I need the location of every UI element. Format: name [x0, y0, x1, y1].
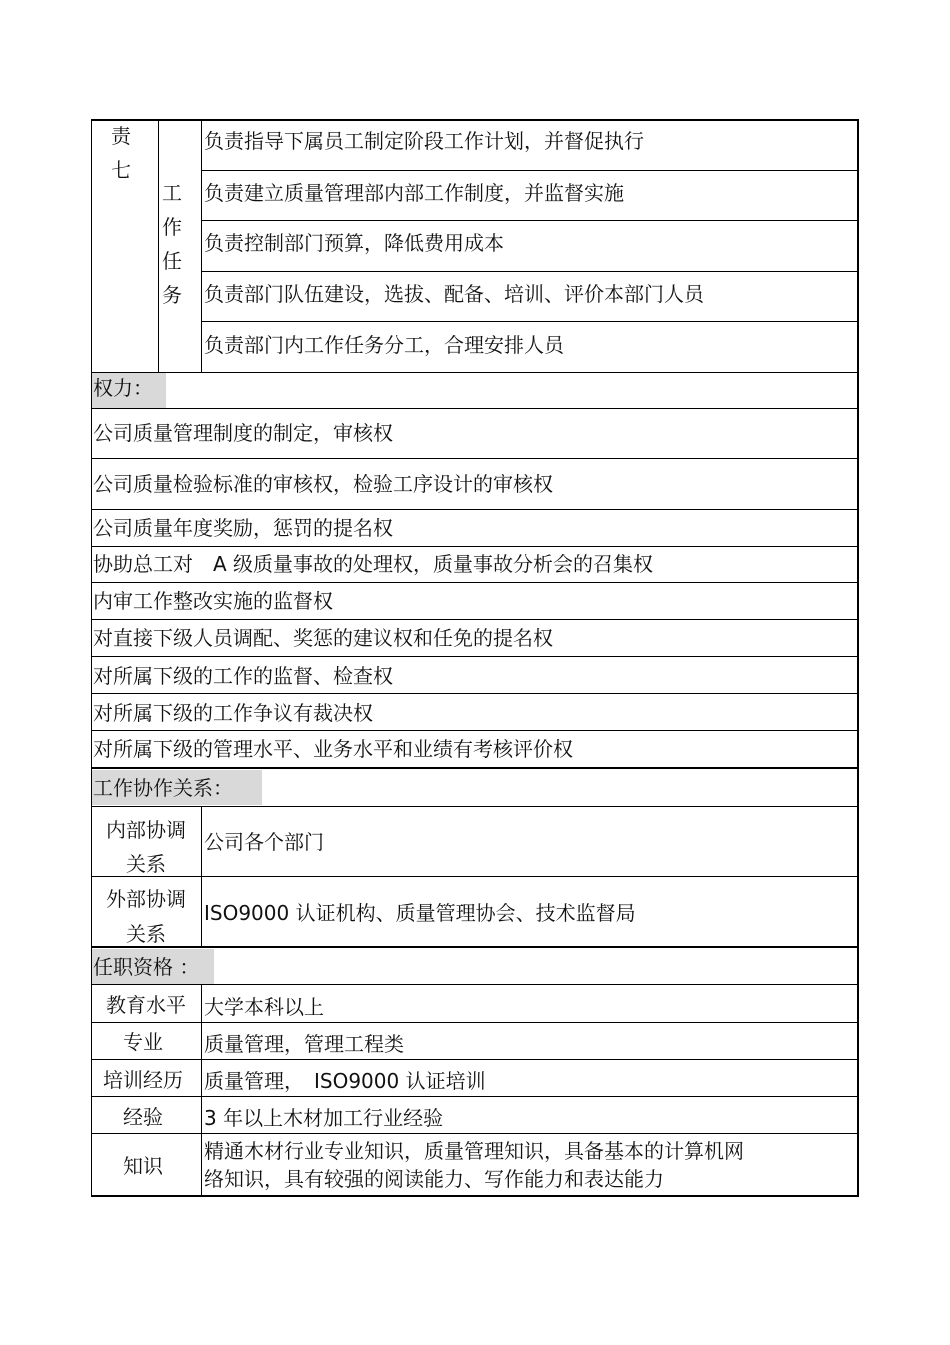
qualification-row-line — [91, 984, 858, 985]
section-line — [91, 372, 858, 373]
qualification-value: 质量管理，管理工程类 — [204, 1032, 404, 1056]
task-label-char: 作 — [162, 215, 182, 239]
authority-item: 公司质量年度奖励，惩罚的提名权 — [93, 516, 393, 540]
job-description-table — [91, 119, 859, 1197]
authority-item: 协助总工对 A 级质量事故的处理权，质量事故分析会的召集权 — [93, 552, 654, 576]
authority-row-line — [91, 546, 858, 547]
external-coordination-value: ISO9000 认证机构、质量管理协会、技术监督局 — [204, 901, 636, 925]
qualification-row-line — [91, 1133, 858, 1134]
label-line: 关系 — [126, 852, 166, 876]
table-right-border — [857, 119, 859, 1197]
label-line: 外部协调 — [106, 887, 186, 911]
task-item: 负责建立质量管理部内部工作制度，并监督实施 — [204, 181, 624, 205]
authority-heading: 权力： — [93, 376, 153, 400]
section-line — [91, 946, 858, 948]
authority-row-line — [91, 656, 858, 657]
authority-row-line — [91, 693, 858, 694]
external-coordination-label — [91, 882, 201, 952]
qualification-label: 经验 — [123, 1105, 163, 1129]
cooperation-col-divider — [201, 806, 202, 946]
value-line: 精通木材行业专业知识，质量管理知识，具备基本的计算机网 — [204, 1139, 744, 1163]
qualification-value: 质量管理， ISO9000 认证培训 — [204, 1069, 486, 1093]
authority-row-line — [91, 408, 858, 409]
section-line — [91, 767, 858, 769]
authority-item: 对直接下级人员调配、奖惩的建议权和任免的提名权 — [93, 626, 553, 650]
table-bottom-border — [91, 1195, 859, 1197]
authority-row-line — [91, 730, 858, 731]
qualification-col-divider — [201, 984, 202, 1196]
task-row-line — [201, 271, 858, 272]
authority-item: 对所属下级的工作的监督、检查权 — [93, 664, 393, 688]
authority-item: 对所属下级的管理水平、业务水平和业绩有考核评价权 — [93, 737, 573, 761]
cooperation-row-line — [91, 806, 858, 807]
qualification-row-line — [91, 1022, 858, 1023]
qualification-value: 3 年以上木材加工行业经验 — [204, 1106, 444, 1130]
qualification-label: 教育水平 — [106, 993, 186, 1017]
internal-coordination-label — [91, 813, 201, 881]
task-item: 负责指导下属员工制定阶段工作计划，并督促执行 — [204, 129, 644, 153]
authority-item: 公司质量检验标准的审核权，检验工序设计的审核权 — [93, 472, 553, 496]
authority-row-line — [91, 509, 858, 510]
task-row-line — [201, 220, 858, 221]
label-line: 关系 — [126, 922, 166, 946]
qualification-row-line — [91, 1059, 858, 1060]
task-label-char: 务 — [162, 283, 182, 307]
task-item: 负责部门内工作任务分工，合理安排人员 — [204, 333, 564, 357]
task-label — [157, 176, 187, 312]
authority-item: 内审工作整改实施的监督权 — [93, 589, 333, 613]
section-number — [101, 119, 141, 187]
task-label-char: 工 — [162, 181, 182, 205]
task-row-line — [201, 321, 858, 322]
authority-row-line — [91, 582, 858, 583]
task-row-line — [201, 170, 858, 171]
value-line: 络知识，具有较强的阅读能力、写作能力和表达能力 — [204, 1167, 664, 1191]
task-label-char: 任 — [162, 249, 182, 273]
resp-col-divider-2 — [201, 119, 202, 372]
authority-row-line — [91, 619, 858, 620]
table-top-border — [91, 119, 859, 121]
authority-item: 对所属下级的工作争议有裁决权 — [93, 701, 373, 725]
qualification-label: 专业 — [123, 1030, 163, 1054]
section-char: 七 — [111, 158, 131, 182]
cooperation-heading: 工作协作关系： — [93, 776, 233, 800]
qualifications-heading: 任职资格 ： — [93, 955, 200, 979]
label-line: 内部协调 — [106, 818, 186, 842]
authority-row-line — [91, 458, 858, 459]
cooperation-row-line — [91, 876, 858, 877]
task-item: 负责部门队伍建设，选拔、配备、培训、评价本部门人员 — [204, 282, 704, 306]
internal-coordination-value: 公司各个部门 — [204, 830, 324, 854]
qualification-label: 培训经历 — [103, 1068, 183, 1092]
task-item: 负责控制部门预算，降低费用成本 — [204, 231, 504, 255]
qualification-value: 大学本科以上 — [204, 995, 324, 1019]
qualification-value-multiline — [204, 1137, 744, 1193]
qualification-label: 知识 — [123, 1154, 163, 1178]
section-char: 责 — [111, 124, 131, 148]
qualification-row-line — [91, 1096, 858, 1097]
authority-item: 公司质量管理制度的制定，审核权 — [93, 421, 393, 445]
